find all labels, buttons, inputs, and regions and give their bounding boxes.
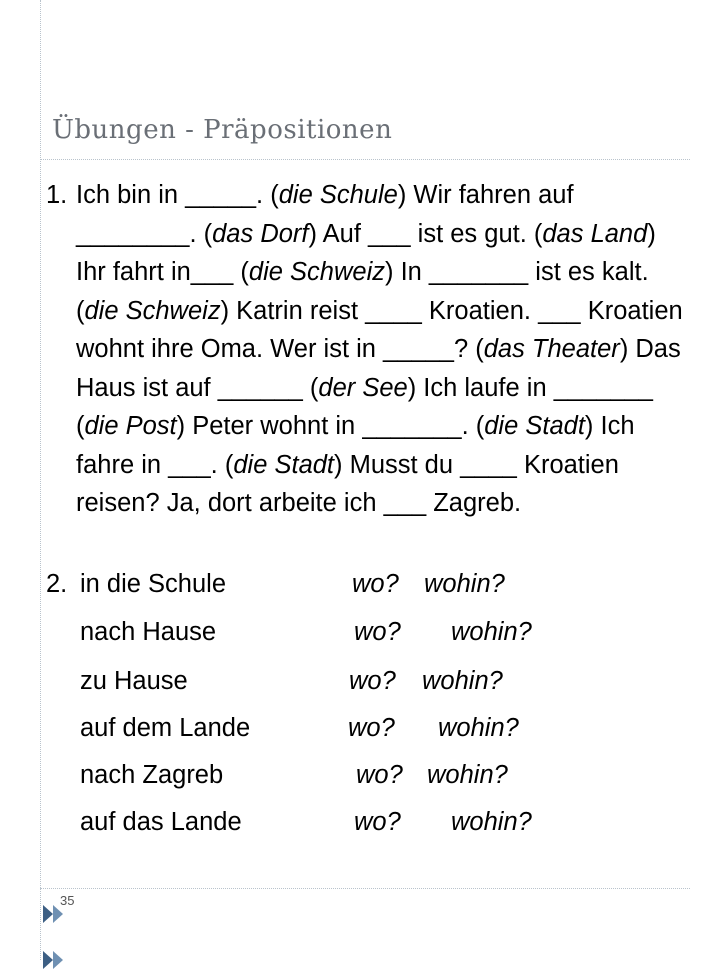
exercise-1-sentence: ) Wir fahren auf ________. ( [76, 181, 574, 248]
exercise-1-sentence: ) Auf ___ ist es gut. ( [308, 219, 543, 248]
bullet-arrow-icon [43, 951, 53, 969]
left-dotted-rule [40, 0, 41, 960]
exercise-1-hint: die Stadt [233, 450, 335, 479]
footer-dotted-rule [40, 888, 690, 889]
exercise-1-hint: das Theater [483, 335, 620, 363]
exercise-1-hint: der See [318, 373, 408, 402]
exercise-2-phrase: in die Schule [80, 570, 227, 598]
exercise-1-sentence: ) In _______ ist es kalt. ( [76, 258, 649, 325]
exercise-1-hint: die Schweiz [84, 296, 221, 325]
exercise-2-wohin: wohin? [451, 618, 532, 646]
exercise-2-phrase: auf dem Lande [80, 714, 251, 742]
exercise-1-hint: die Schweiz [248, 258, 385, 286]
bullet-arrow-icon [53, 951, 63, 969]
exercise-1-sentence: ) Katrin reist ____ Kroatien. ___ Kroatien wohnt ihre Oma. Wer ist in _____? ( [76, 296, 683, 363]
title-dotted-rule [40, 159, 690, 160]
exercise-1-hint: das Dorf [212, 219, 309, 248]
exercise-1-number: 1. [46, 181, 68, 209]
exercise-2-phrase: zu Hause [80, 667, 188, 695]
exercise-2-phrase: nach Zagreb [80, 761, 224, 789]
exercise-2-number: 2. [46, 570, 68, 598]
exercise-1-sentence: ) Das Haus ist auf ______ ( [76, 335, 681, 402]
exercise-2-phrase: nach Hause [80, 618, 217, 646]
exercise-1 [46, 176, 686, 523]
exercise-2-wo: wo? [354, 618, 401, 646]
exercise-2-wohin: wohin? [424, 570, 505, 598]
exercise-2-wohin: wohin? [427, 761, 508, 789]
exercise-2-wo: wo? [356, 761, 403, 789]
exercise-1-hint: die Schule [278, 181, 398, 209]
exercise-1-text [76, 176, 686, 523]
exercise-1-hint: das Land [542, 219, 648, 248]
exercise-2-phrase: auf das Lande [80, 808, 242, 836]
exercise-1-sentence: ) Peter wohnt in _______. ( [176, 412, 485, 440]
bullet-arrow-icon [43, 905, 53, 923]
slide-title: Übungen - Präpositionen [52, 115, 393, 145]
exercise-2-wo: wo? [349, 667, 396, 695]
exercise-1-hint: die Post [84, 412, 177, 440]
exercise-2-wohin: wohin? [438, 714, 519, 742]
exercise-2-wo: wo? [352, 570, 399, 598]
exercise-2-wohin: wohin? [422, 667, 503, 695]
exercise-2-wo: wo? [354, 808, 401, 836]
exercise-1-hint: die Stadt [484, 412, 585, 440]
exercise-2-wohin: wohin? [451, 808, 532, 836]
exercise-1-sentence: ) Ich laufe in _______ ( [76, 373, 653, 440]
page-number: 35 [60, 893, 75, 908]
bullet-arrow-icon [53, 905, 63, 923]
exercise-1-sentence: ) Ich fahre in ___. ( [76, 412, 635, 479]
exercise-1-sentence: ) Musst du ____ Kroatien reisen? Ja, dort arbeite ich ___ Zagreb. [76, 450, 619, 517]
exercise-2-wo: wo? [348, 714, 395, 742]
exercise-1-sentence: Ich bin in _____. ( [76, 181, 279, 209]
exercise-1-sentence: ) Ihr fahrt in___ ( [76, 219, 656, 286]
